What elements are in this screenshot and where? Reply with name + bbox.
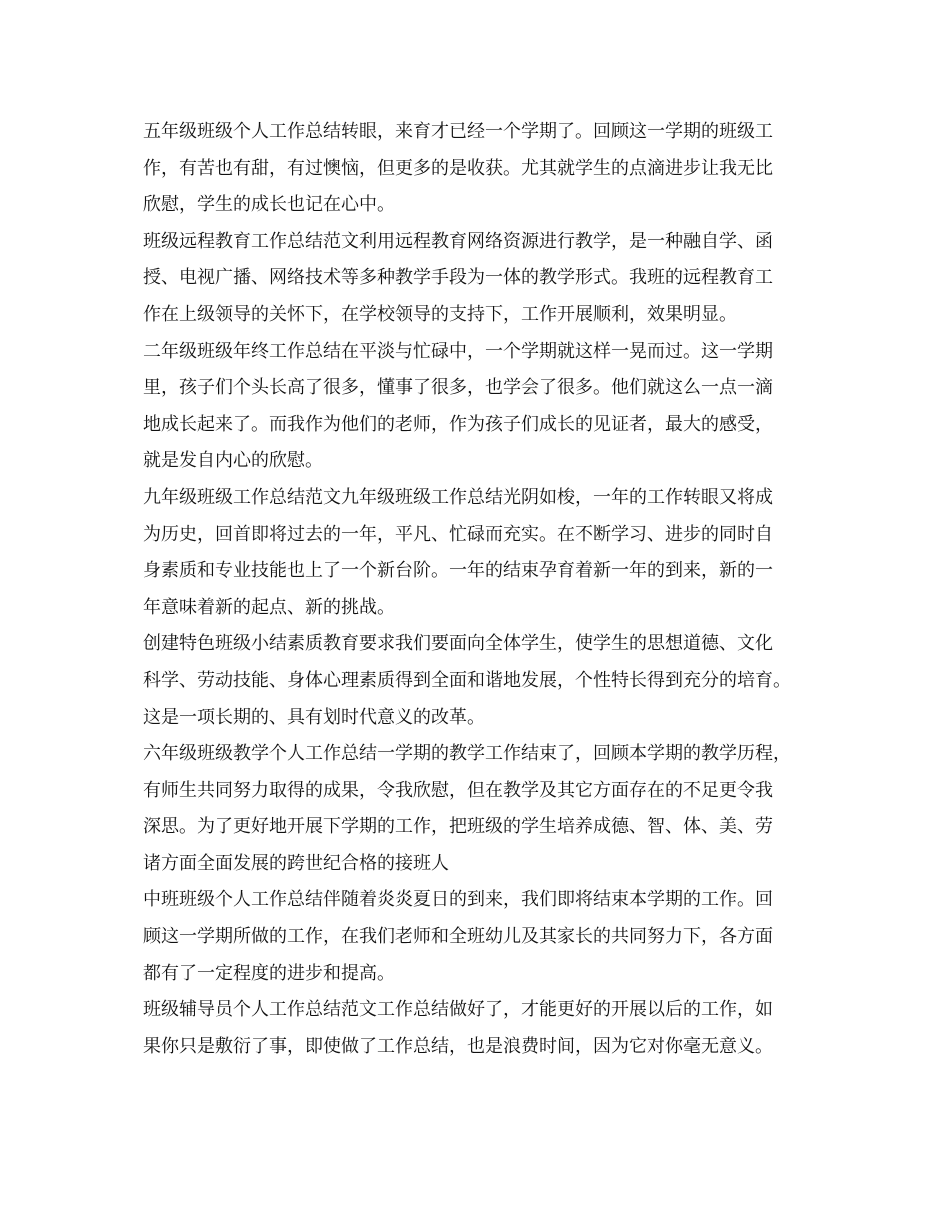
paragraph-grade2-yearend: 二年级班级年终工作总结在平淡与忙碌中，一个学期就这样一晃而过。这一学期 里，孩子们个头长高了很多，懂事了很多，也学会了很多。他们就这么一点一滴 地成长起来了。而我作为他们的老师，作为孩子们成长的见证者，最大的感受， 就是发自内心的欣慰。	[143, 340, 773, 472]
paragraph-grade6-teaching: 六年级班级教学个人工作总结一学期的教学工作结束了，回顾本学期的教学历程， 有师生共同努力取得的成果，令我欣慰，但在教学及其它方面存在的不足更令我 深思。为了更好地开展下学期的工作，把班级的学生培养成德、智、体、美、劳 诸方面全面发展的跨世纪合格的接班人	[143, 743, 791, 874]
paragraph-class-counselor: 班级辅导员个人工作总结范文工作总结做好了，才能更好的开展以后的工作，如 果你只是敷衍了事，即使做了工作总结，也是浪费时间，因为它对你毫无意义。	[143, 999, 773, 1057]
paragraph-grade5-summary: 五年级班级个人工作总结转眼，来育才已经一个学期了。回顾这一学期的班级工 作，有苦也有甜，有过懊恼，但更多的是收获。尤其就学生的点滴进步让我无比 欣慰，学生的成长也记在心中。	[143, 121, 773, 216]
paragraph-grade9-summary: 九年级班级工作总结范文九年级班级工作总结光阴如梭，一年的工作转眼又将成 为历史，回首即将过去的一年，平凡、忙碌而充实。在不断学习、进步的同时自 身素质和专业技能也上了一个新台阶。一年的结束孕育着新一年的到来，新的一 年意味着新的起点、新的挑战。	[143, 486, 773, 618]
paragraph-special-class: 创建特色班级小结素质教育要求我们要面向全体学生，使学生的思想道德、文化 科学、劳动技能、身体心理素质得到全面和谐地发展，个性特长得到充分的培育。 这是一项长期的、具有划时代意义的改革。	[143, 633, 791, 728]
paragraph-remote-education: 班级远程教育工作总结范文利用远程教育网络资源进行教学，是一种融自学、函 授、电视广播、网络技术等多种教学手段为一体的教学形式。我班的远程教育工 作在上级领导的关怀下，在学校领导的支持下，工作开展顺利，效果明显。	[143, 230, 773, 325]
paragraph-middle-class: 中班班级个人工作总结伴随着炎炎夏日的到来，我们即将结束本学期的工作。回 顾这一学期所做的工作，在我们老师和全班幼儿及其家长的共同努力下，各方面 都有了一定程度的进步和提高。	[143, 889, 773, 984]
document-body	[143, 114, 815, 1065]
